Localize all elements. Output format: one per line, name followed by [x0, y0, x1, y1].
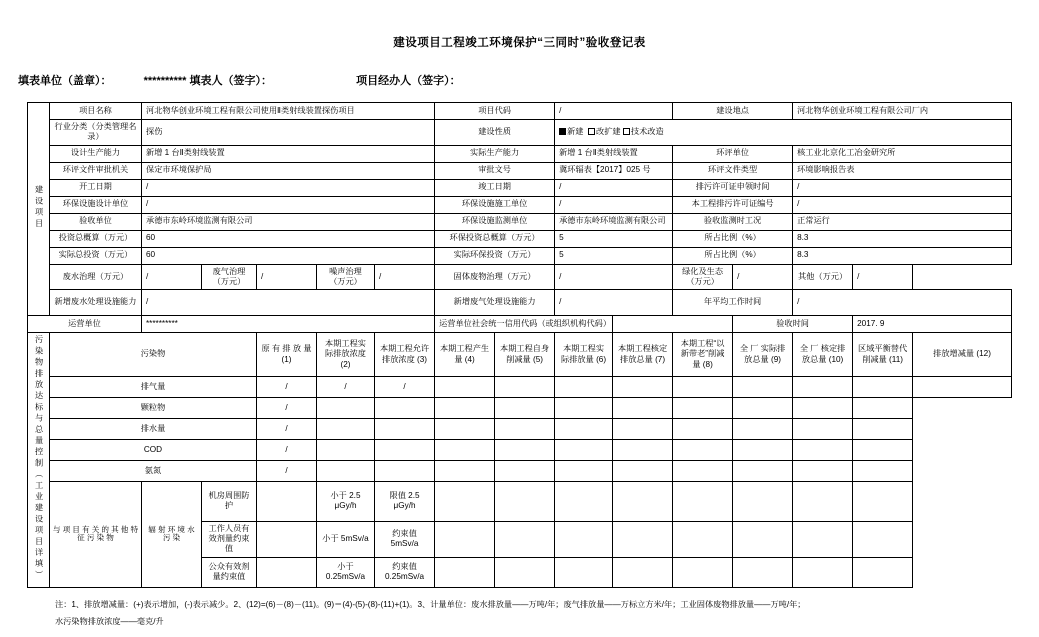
row-value: 冀环辐表【2017】025 号 — [555, 162, 673, 179]
row-value: / — [793, 179, 1012, 196]
cell — [495, 398, 555, 419]
row-label: 设计生产能力 — [50, 145, 142, 162]
row-label: 所占比例（%） — [673, 230, 793, 247]
column-header: 本期工程产生量 (4) — [435, 333, 495, 377]
row-value: / — [555, 103, 673, 120]
special-sub-label: 辐 射 环 境 水 污 染 — [142, 482, 202, 588]
row-label: 实际生产能力 — [435, 145, 555, 162]
row-label: 项目代码 — [435, 103, 555, 120]
column-header: 本期工程“以新带老”削减量 (8) — [673, 333, 733, 377]
cell: 约束值 5mSv/a — [375, 521, 435, 557]
row-label: 开工日期 — [50, 179, 142, 196]
cell: / — [257, 440, 317, 461]
cell — [495, 419, 555, 440]
cell — [317, 440, 375, 461]
cell — [673, 440, 733, 461]
cell — [435, 482, 495, 522]
row-label: 本工程排污许可证编号 — [673, 196, 793, 213]
cell — [613, 521, 673, 557]
row-value: / — [555, 290, 673, 316]
row-value: / — [733, 264, 793, 290]
row-value: / — [142, 264, 202, 290]
row-value: 8.3 — [793, 247, 1012, 264]
table-row — [28, 213, 1012, 230]
cell — [733, 557, 793, 587]
filler-label: 填表人（签字）： — [189, 75, 272, 87]
cell: / — [317, 377, 375, 398]
cell — [853, 521, 913, 557]
cell — [793, 557, 853, 587]
special-item-name: 公众有效剂量约束值 — [202, 557, 257, 587]
cell — [435, 419, 495, 440]
cell — [495, 377, 555, 398]
table-row — [28, 145, 1012, 162]
row-label: 建设性质 — [435, 120, 555, 146]
row-value: / — [793, 290, 1012, 316]
cell: / — [257, 377, 317, 398]
row-value: 5 — [555, 230, 673, 247]
cell — [257, 521, 317, 557]
cell — [673, 419, 733, 440]
headline-row — [0, 72, 1039, 88]
row-value: 承德市东岭环境监测有限公司 — [555, 213, 673, 230]
pollutant-name: 排水量 — [50, 419, 257, 440]
document-page — [0, 34, 1039, 637]
row-label: 建设地点 — [673, 103, 793, 120]
table-row — [28, 247, 1012, 264]
side-label-pollutant: 污染物排放达标与总量控制（工业建设项目详填） — [28, 333, 50, 588]
row-label: 废水治理（万元） — [50, 264, 142, 290]
build-nature-value — [555, 120, 1012, 146]
main-form-table — [27, 102, 1012, 588]
cell — [435, 461, 495, 482]
credit-code-label: 运营单位社会统一信用代码（或组织机构代码） — [435, 316, 613, 333]
cell — [613, 461, 673, 482]
cell — [613, 557, 673, 587]
row-label: 新增废气处理设施能力 — [435, 290, 555, 316]
cell — [495, 482, 555, 522]
cell: 小于 0.25mSv/a — [317, 557, 375, 587]
acceptance-time-value: 2017. 9 — [853, 316, 1012, 333]
column-header: 区域平衡替代削减量 (11) — [853, 333, 913, 377]
cell — [733, 440, 793, 461]
row-value: 保定市环境保护局 — [142, 162, 435, 179]
cell — [375, 461, 435, 482]
side-label-project: 建设项目 — [28, 103, 50, 316]
cell — [317, 419, 375, 440]
cell — [257, 557, 317, 587]
operation-unit-value: ********** — [142, 316, 435, 333]
column-header: 本期工程核定排放总量 (7) — [613, 333, 673, 377]
row-value: / — [793, 196, 1012, 213]
cell — [555, 482, 613, 522]
column-header: 本期工程实际排放浓度 (2) — [317, 333, 375, 377]
cell — [793, 440, 853, 461]
cell — [733, 482, 793, 522]
row-label: 固体废物治理（万元） — [435, 264, 555, 290]
cell — [317, 398, 375, 419]
row-value: 河北物华创业环境工程有限公司使用Ⅱ类射线装置探伤项目 — [142, 103, 435, 120]
row-value: / — [555, 264, 673, 290]
column-header: 本期工程允许排放浓度 (3) — [375, 333, 435, 377]
cell — [613, 398, 673, 419]
special-item-name: 工作人员有效剂量约束值 — [202, 521, 257, 557]
cell — [793, 521, 853, 557]
project-agent-label: 项目经办人（签字）： — [356, 75, 461, 87]
row-value: 5 — [555, 247, 673, 264]
page-title: 建设项目工程竣工环境保护“三同时”验收登记表 — [393, 37, 646, 49]
cell — [555, 419, 613, 440]
row-label: 环保设施监测单位 — [435, 213, 555, 230]
column-header: 全 厂 核定排放总量 (10) — [793, 333, 853, 377]
table-row — [28, 196, 1012, 213]
column-header: 原 有 排 放 量 (1) — [257, 333, 317, 377]
row-value: 60 — [142, 230, 435, 247]
row-label: 实际总投资（万元） — [50, 247, 142, 264]
row-label: 验收单位 — [50, 213, 142, 230]
cell: / — [257, 398, 317, 419]
cell — [435, 377, 495, 398]
row-label: 验收监测时工况 — [673, 213, 793, 230]
cell — [853, 377, 913, 398]
cell — [257, 482, 317, 522]
cell — [555, 440, 613, 461]
row-value: / — [853, 264, 913, 290]
row-label: 噪声治理（万元） — [317, 264, 375, 290]
row-label: 环保设施设计单位 — [50, 196, 142, 213]
pollutant-name: 氨氮 — [50, 461, 257, 482]
cell — [733, 377, 793, 398]
table-row — [28, 398, 1012, 419]
cell — [555, 521, 613, 557]
cell — [435, 521, 495, 557]
checkbox-new-filled[interactable] — [559, 128, 566, 135]
row-label: 环保设施施工单位 — [435, 196, 555, 213]
row-label: 环评文件审批机关 — [50, 162, 142, 179]
pollutant-name: COD — [50, 440, 257, 461]
column-header: 污染物 — [50, 333, 257, 377]
cell — [733, 521, 793, 557]
cell — [435, 398, 495, 419]
row-value: 60 — [142, 247, 435, 264]
row-label: 项目名称 — [50, 103, 142, 120]
special-item-name: 机房周围防护 — [202, 482, 257, 522]
row-value: 新增 1 台Ⅱ类射线装置 — [142, 145, 435, 162]
row-label: 竣工日期 — [435, 179, 555, 196]
acceptance-time-label: 验收时间 — [733, 316, 853, 333]
row-value: 8.3 — [793, 230, 1012, 247]
cell — [673, 521, 733, 557]
table-row — [28, 230, 1012, 247]
cell — [793, 419, 853, 440]
credit-code-value — [613, 316, 733, 333]
checkbox-tech[interactable] — [623, 128, 630, 135]
cell — [853, 461, 913, 482]
cell — [495, 461, 555, 482]
row-value: 正常运行 — [793, 213, 1012, 230]
cell — [673, 557, 733, 587]
row-value: / — [555, 196, 673, 213]
row-value: 新增 1 台Ⅱ类射线装置 — [555, 145, 673, 162]
cell — [733, 461, 793, 482]
checkbox-expand[interactable] — [588, 128, 595, 135]
table-row — [28, 333, 1012, 377]
build-nature-tech: 技术改造 — [630, 127, 664, 137]
table-row — [28, 290, 1012, 316]
row-value: 探伤 — [142, 120, 435, 146]
column-header: 排放增减量 (12) — [913, 333, 1012, 377]
row-label: 审批文号 — [435, 162, 555, 179]
row-value: / — [257, 264, 317, 290]
row-label: 环保投资总概算（万元） — [435, 230, 555, 247]
cell — [673, 398, 733, 419]
cell — [613, 377, 673, 398]
special-group-label: 与 项 目 有 关 的 其 他 特 征 污 染 物 — [50, 482, 142, 588]
table-row — [28, 120, 1012, 146]
cell — [793, 482, 853, 522]
row-value: / — [142, 179, 435, 196]
cell — [435, 557, 495, 587]
table-row — [28, 440, 1012, 461]
table-row — [28, 461, 1012, 482]
cell — [613, 482, 673, 522]
row-label: 投资总概算（万元） — [50, 230, 142, 247]
row-label: 废气治理（万元） — [202, 264, 257, 290]
row-label: 年平均工作时间 — [673, 290, 793, 316]
cell — [495, 440, 555, 461]
row-label: 绿化及生态（万元） — [673, 264, 733, 290]
cell — [555, 398, 613, 419]
row-value: / — [375, 264, 435, 290]
fill-unit-label: 填表单位（盖章）： — [18, 75, 112, 87]
column-header: 本期工程实际排放量 (6) — [555, 333, 613, 377]
column-header: 本期工程自身削减量 (5) — [495, 333, 555, 377]
build-nature-expand: 改扩建 — [596, 127, 621, 137]
cell — [673, 377, 733, 398]
row-value: / — [142, 290, 435, 316]
row-label: 行业分类（分类管理名录） — [50, 120, 142, 146]
cell — [317, 461, 375, 482]
fill-unit-value: ********** — [143, 75, 187, 87]
table-row — [28, 482, 1012, 522]
cell — [375, 440, 435, 461]
operation-unit-label: 运营单位 — [28, 316, 142, 333]
build-nature-new: 新建 — [567, 127, 584, 137]
footnotes — [27, 597, 1012, 630]
cell: 约束值 0.25mSv/a — [375, 557, 435, 587]
table-row — [28, 377, 1012, 398]
cell — [435, 440, 495, 461]
cell: 限值 2.5 μGy/h — [375, 482, 435, 522]
footnote-line-1: 注：1、排放增减量：(+)表示增加，(-)表示减少。2、(12)=(6)－(8)－(11)。(9)＝(4)-(5)-(8)-(11)+(1)。3、计量单位：废水排放量——万吨/年；废气排放量——万标立方米/年；工业固体废物排放量——万吨/年； — [55, 599, 806, 609]
cell — [555, 461, 613, 482]
row-label: 其他（万元） — [793, 264, 853, 290]
table-row — [28, 264, 1012, 290]
table-row — [28, 419, 1012, 440]
cell — [733, 419, 793, 440]
cell: / — [257, 419, 317, 440]
cell — [495, 557, 555, 587]
row-label: 排污许可证申领时间 — [673, 179, 793, 196]
row-value: 河北物华创业环境工程有限公司厂内 — [793, 103, 1012, 120]
cell — [853, 440, 913, 461]
cell — [853, 419, 913, 440]
row-label: 环评单位 — [673, 145, 793, 162]
table-row — [28, 162, 1012, 179]
cell — [555, 557, 613, 587]
cell — [793, 398, 853, 419]
cell: 小于 2.5 μGy/h — [317, 482, 375, 522]
footnote-line-2: 水污染物排放浓度——毫克/升 — [55, 617, 164, 627]
cell — [733, 398, 793, 419]
cell — [375, 419, 435, 440]
cell — [673, 482, 733, 522]
cell: 小于 5mSv/a — [317, 521, 375, 557]
cell — [853, 482, 913, 522]
cell — [913, 377, 1012, 398]
cell — [495, 521, 555, 557]
row-label: 所占比例（%） — [673, 247, 793, 264]
cell — [853, 398, 913, 419]
column-header: 全 厂 实际排放总量 (9) — [733, 333, 793, 377]
cell — [613, 419, 673, 440]
cell — [673, 461, 733, 482]
row-value: / — [142, 196, 435, 213]
table-row — [28, 316, 1012, 333]
row-label: 新增废水处理设施能力 — [50, 290, 142, 316]
row-value: 核工业北京化工冶金研究所 — [793, 145, 1012, 162]
cell — [853, 557, 913, 587]
cell — [375, 398, 435, 419]
cell: / — [257, 461, 317, 482]
table-row — [28, 179, 1012, 196]
pollutant-name: 颗粒物 — [50, 398, 257, 419]
row-label: 环评文件类型 — [673, 162, 793, 179]
row-value: / — [555, 179, 673, 196]
row-value: 环境影响报告表 — [793, 162, 1012, 179]
cell — [793, 377, 853, 398]
row-label: 实际环保投资（万元） — [435, 247, 555, 264]
cell — [793, 461, 853, 482]
cell: / — [375, 377, 435, 398]
cell — [613, 440, 673, 461]
pollutant-name: 排气量 — [50, 377, 257, 398]
cell — [555, 377, 613, 398]
table-row — [28, 103, 1012, 120]
row-value: 承德市东岭环境监测有限公司 — [142, 213, 435, 230]
